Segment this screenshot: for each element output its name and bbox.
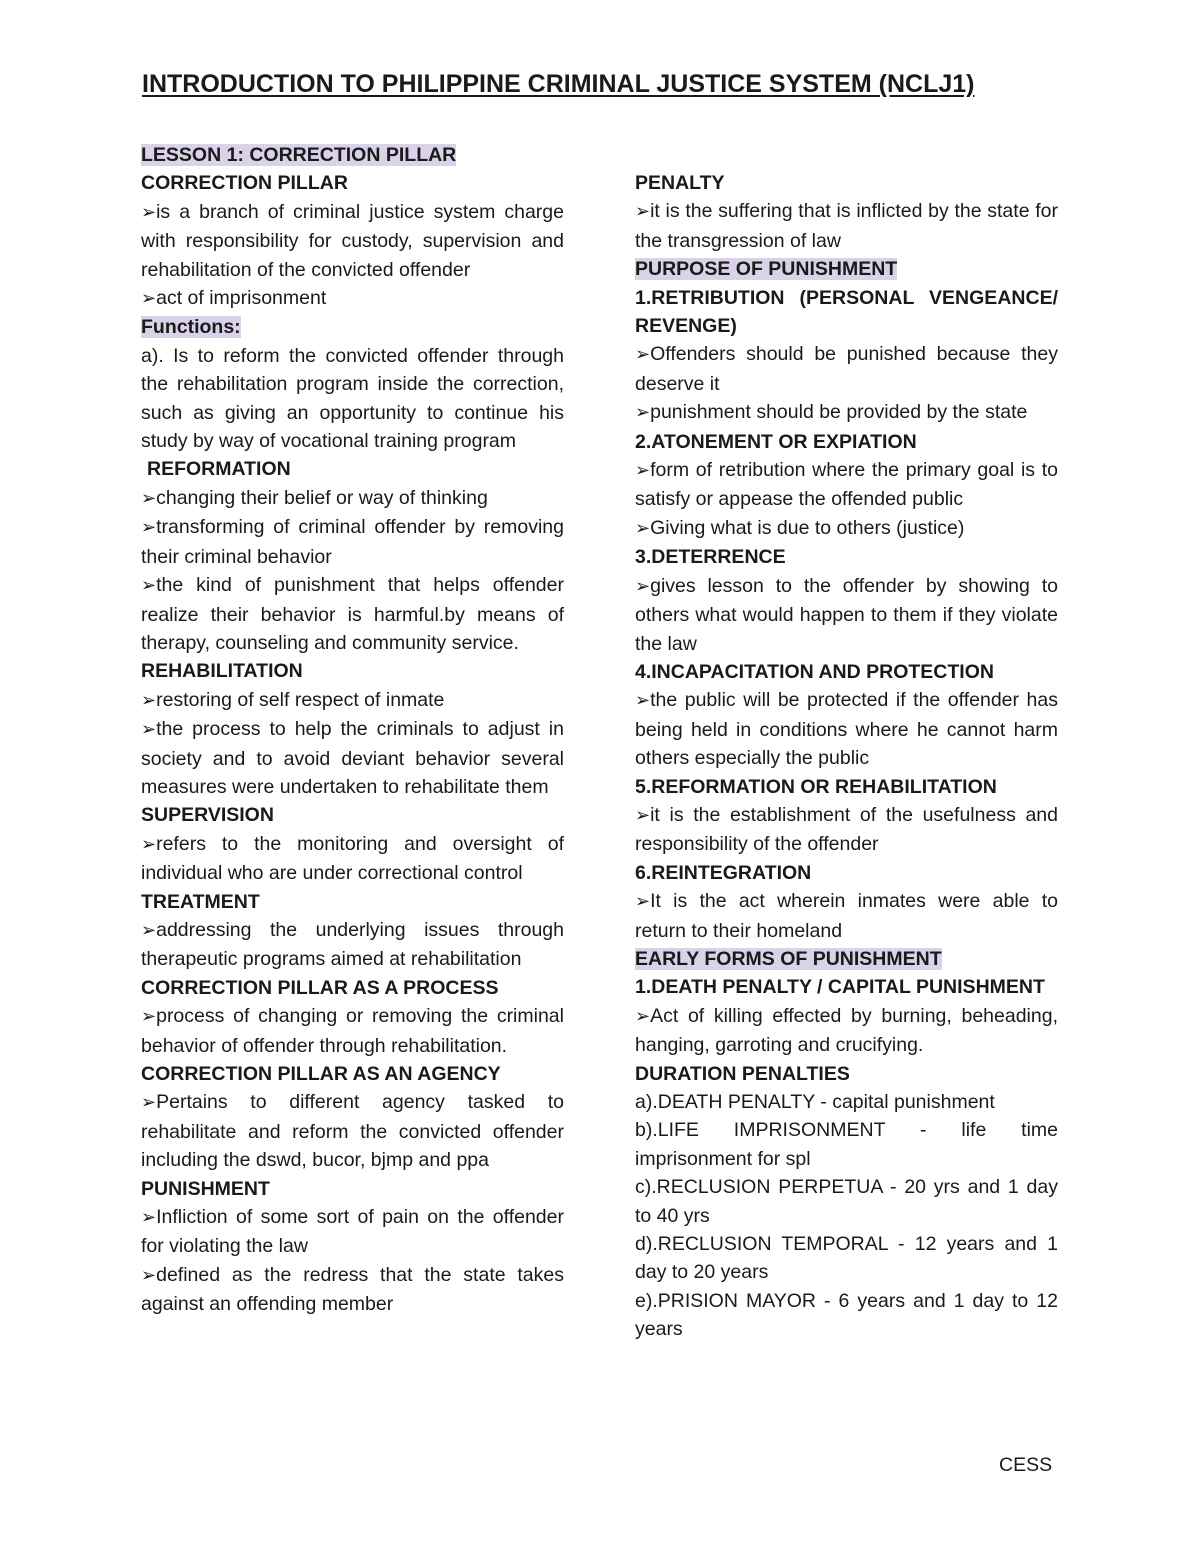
bullet-item: ➢punishment should be provided by the state	[635, 401, 1028, 424]
arrow-bullet-icon: ➢	[141, 1092, 157, 1114]
arrow-bullet-icon: ➢	[141, 575, 157, 597]
punishment-heading: PUNISHMENT	[141, 1177, 270, 1200]
duration-item: a).DEATH PENALTY - capital punishment	[635, 1091, 995, 1113]
supervision-heading: SUPERVISION	[141, 804, 274, 827]
lesson-heading: LESSON 1: CORRECTION PILLAR	[141, 144, 457, 166]
bullet-item: ➢refers to the monitoring and oversight of individual who are under correctional control	[141, 832, 564, 885]
bullet-item: ➢Offenders should be punished because they deserve it	[635, 343, 1058, 395]
arrow-bullet-icon: ➢	[141, 1006, 157, 1028]
purpose-heading: PURPOSE OF PUNISHMENT	[635, 258, 898, 281]
left-column	[141, 141, 564, 1319]
penalty-heading: PENALTY	[635, 172, 725, 194]
arrow-bullet-icon: ➢	[635, 1005, 651, 1027]
incapacitation-heading: 4.INCAPACITATION AND PROTECTION	[635, 660, 994, 683]
arrow-bullet-icon: ➢	[141, 1264, 157, 1286]
arrow-bullet-icon: ➢	[141, 919, 157, 941]
footer-author: CESS	[999, 1454, 1053, 1476]
duration-item: e).PRISION MAYOR - 6 years and 1 day to 12 years	[635, 1289, 1058, 1341]
arrow-bullet-icon: ➢	[635, 575, 651, 597]
arrow-bullet-icon: ➢	[635, 804, 651, 826]
functions-heading: Functions:	[141, 316, 241, 339]
duration-item: d).RECLUSION TEMPORAL - 12 years and 1 day to 20 years	[635, 1233, 1058, 1284]
duration-item: c).RECLUSION PERPETUA - 20 yrs and 1 day to 40 yrs	[635, 1176, 1058, 1227]
agency-heading: CORRECTION PILLAR AS AN AGENCY	[141, 1063, 501, 1085]
arrow-bullet-icon: ➢	[635, 344, 651, 366]
bullet-item: ➢Act of killing effected by burning, beheading, hanging, garroting and crucifying.	[635, 1004, 1058, 1057]
arrow-bullet-icon: ➢	[141, 1207, 157, 1229]
document-title: INTRODUCTION TO PHILIPPINE CRIMINAL JUSTICE SYSTEM (NCLJ1)	[142, 70, 975, 98]
reformation-heading: REFORMATION	[147, 458, 291, 481]
death-penalty-heading: 1.DEATH PENALTY / CAPITAL PUNISHMENT	[635, 976, 1045, 999]
reintegration-heading: 6.REINTEGRATION	[635, 861, 812, 884]
process-heading: CORRECTION PILLAR AS A PROCESS	[141, 976, 499, 999]
duration-penalties-heading: DURATION PENALTIES	[635, 1062, 850, 1085]
retribution-heading: 1.RETRIBUTION (PERSONAL VENGEANCE/ REVENGE)	[635, 286, 1058, 338]
arrow-bullet-icon: ➢	[141, 487, 157, 509]
bullet-item: ➢process of changing or removing the criminal behavior of offender through rehabilitation.	[141, 1005, 564, 1057]
bullet-item: ➢is a branch of criminal justice system charge with responsibility for custody, supervision and rehabilitation of the convicted offender	[141, 200, 564, 281]
bullet-item: ➢defined as the redress that the state takes against an offending member	[141, 1263, 564, 1316]
early-forms-heading: EARLY FORMS OF PUNISHMENT	[635, 947, 942, 970]
deterrence-heading: 3.DETERRENCE	[635, 546, 786, 569]
bullet-item: ➢Pertains to different agency tasked to rehabilitate and reform the convicted offender including the dswd, bucor, bjmp and ppa	[141, 1091, 564, 1172]
bullet-item: ➢the kind of punishment that helps offender realize their behavior is harmful.by means of therapy, counseling and community service.	[141, 574, 564, 654]
bullet-item: ➢act of imprisonment	[141, 287, 327, 310]
function-item: a). Is to reform the convicted offender through the rehabilitation program inside the correction, such as giving an opportunity to continue his study by way of vocational training program	[141, 344, 564, 453]
bullet-item: ➢it is the establishment of the usefulness and responsibility of the offender	[635, 803, 1058, 856]
arrow-bullet-icon: ➢	[141, 689, 157, 711]
arrow-bullet-icon: ➢	[141, 201, 157, 223]
correction-pillar-heading: CORRECTION PILLAR	[141, 172, 348, 195]
bullet-item: ➢gives lesson to the offender by showing to others what would happen to them if they violate the law	[635, 574, 1058, 655]
treatment-heading: TREATMENT	[141, 890, 260, 913]
arrow-bullet-icon: ➢	[635, 402, 651, 424]
arrow-bullet-icon: ➢	[141, 517, 157, 539]
arrow-bullet-icon: ➢	[635, 201, 651, 223]
arrow-bullet-icon: ➢	[141, 719, 157, 741]
bullet-item: ➢transforming of criminal offender by removing their criminal behavior	[141, 516, 564, 568]
rehabilitation-heading: REHABILITATION	[141, 660, 303, 683]
arrow-bullet-icon: ➢	[141, 288, 157, 310]
arrow-bullet-icon: ➢	[635, 460, 651, 482]
arrow-bullet-icon: ➢	[635, 690, 651, 712]
arrow-bullet-icon: ➢	[635, 517, 651, 539]
bullet-item: ➢the process to help the criminals to adjust in society and to avoid deviant behavior several measures were undertaken to rehabilitate them	[141, 718, 564, 798]
bullet-item: ➢form of retribution where the primary goal is to satisfy or appease the offended public	[635, 459, 1058, 511]
bullet-item: ➢changing their belief or way of thinking	[141, 486, 488, 509]
bullet-item: ➢the public will be protected if the offender has being held in conditions where he cannot harm others especially the public	[635, 689, 1058, 770]
arrow-bullet-icon: ➢	[141, 833, 157, 855]
arrow-bullet-icon: ➢	[635, 891, 651, 913]
duration-item: b).LIFE IMPRISONMENT - life time imprisonment for spl	[635, 1119, 1058, 1170]
bullet-item: ➢It is the act wherein inmates were able to return to their homeland	[635, 890, 1058, 942]
bullet-item: ➢restoring of self respect of inmate	[141, 688, 445, 711]
right-column	[635, 169, 1058, 1344]
reformation-rehabilitation-heading: 5.REFORMATION OR REHABILITATION	[635, 775, 997, 798]
bullet-item: ➢addressing the underlying issues through therapeutic programs aimed at rehabilitation	[141, 918, 564, 971]
bullet-item: ➢Giving what is due to others (justice)	[635, 516, 965, 539]
bullet-item: ➢it is the suffering that is inflicted by the state for the transgression of law	[635, 200, 1058, 252]
bullet-item: ➢Infliction of some sort of pain on the offender for violating the law	[141, 1206, 564, 1258]
atonement-heading: 2.ATONEMENT OR EXPIATION	[635, 430, 917, 453]
